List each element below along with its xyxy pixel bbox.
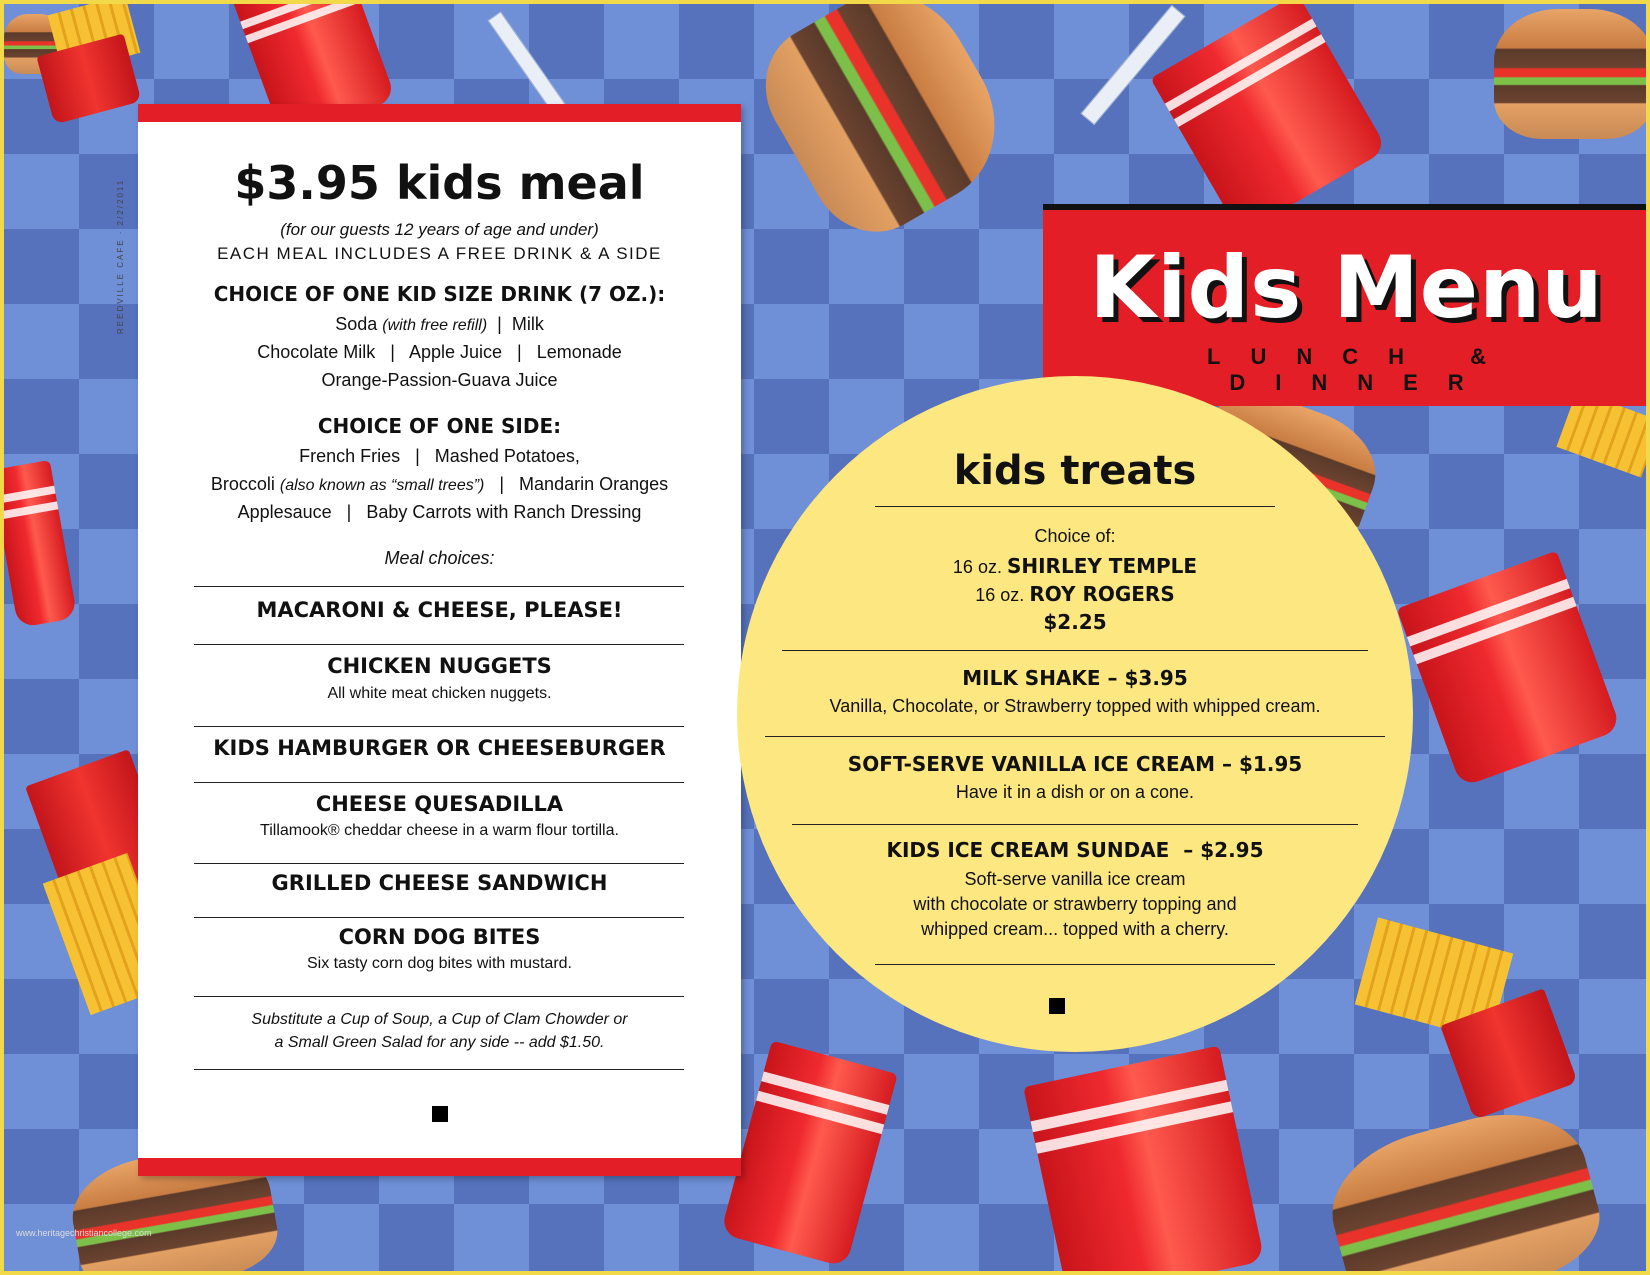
- divider: [875, 506, 1275, 507]
- milk-shake-name: MILK SHAKE – $3.95: [962, 666, 1188, 690]
- substitute-note-line-1: Substitute a Cup of Soup, a Cup of Clam Chowder or: [251, 1011, 628, 1028]
- menu-item-name: CORN DOG BITES: [338, 925, 541, 949]
- menu-item-name: MACARONI & CHEESE, PLEASE!: [256, 598, 623, 622]
- side-line-1: French Fries | Mashed Potatoes,: [299, 446, 580, 466]
- divider: [194, 586, 684, 587]
- divider: [194, 917, 684, 918]
- side-heading: CHOICE OF ONE SIDE:: [317, 414, 562, 438]
- title-banner: [1043, 204, 1646, 406]
- divider: [765, 736, 1385, 737]
- soft-serve-name: SOFT-SERVE VANILLA ICE CREAM – $1.95: [847, 752, 1303, 776]
- treat-drink-2-name: ROY ROGERS: [1029, 582, 1175, 606]
- soda-cup-illustration: [1150, 4, 1387, 234]
- drink-line-1: [138, 314, 741, 335]
- divider: [194, 726, 684, 727]
- side-broccoli: Broccoli: [210, 474, 280, 494]
- treat-drink-2-size: 16 oz.: [975, 585, 1030, 605]
- soda-cup-illustration: [1397, 551, 1622, 788]
- treat-drink-1: [737, 554, 1413, 578]
- drink-line-2: Chocolate Milk | Apple Juice | Lemonade: [257, 342, 622, 362]
- sundae-desc-3: whipped cream... topped with a cherry.: [921, 919, 1229, 939]
- divider: [194, 1069, 684, 1070]
- divider: [194, 863, 684, 864]
- sundae-desc-1: Soft-serve vanilla ice cream: [964, 869, 1186, 889]
- sundae-name: KIDS ICE CREAM SUNDAE – $2.95: [886, 838, 1264, 862]
- bullet-square-icon: [1049, 998, 1065, 1014]
- card-bottom-stripe: [138, 1158, 741, 1176]
- menu-item-name: CHEESE QUESADILLA: [315, 792, 564, 816]
- menu-item-desc: Six tasty corn dog bites with mustard.: [307, 955, 572, 972]
- card-top-stripe: [138, 104, 741, 122]
- choice-of-label: Choice of:: [1034, 526, 1116, 546]
- side-line-2: [138, 474, 741, 495]
- drink-milk: | Milk: [487, 314, 544, 334]
- milk-shake-desc: Vanilla, Chocolate, or Strawberry topped with whipped cream.: [829, 696, 1321, 716]
- treat-drink-price: $2.25: [1043, 610, 1107, 634]
- includes-note: EACH MEAL INCLUDES A FREE DRINK & A SIDE: [217, 244, 662, 263]
- soft-serve-desc: Have it in a dish or on a cone.: [955, 782, 1195, 802]
- drink-soda: Soda: [335, 314, 383, 334]
- burger-illustration: [1316, 1093, 1611, 1271]
- treat-drink-2: [737, 582, 1413, 606]
- menu-item-name: GRILLED CHEESE SANDWICH: [271, 871, 608, 895]
- burger-illustration: [742, 4, 1025, 254]
- menu-item-desc: All white meat chicken nuggets.: [327, 685, 552, 702]
- drink-soda-note: (with free refill): [382, 317, 488, 334]
- divider: [194, 996, 684, 997]
- soda-cup-illustration: [4, 460, 77, 628]
- side-broccoli-note: (also known as “small trees”): [279, 477, 485, 494]
- menu-title: Kids Menu: [1089, 238, 1604, 338]
- age-note: (for our guests 12 years of age and under): [280, 220, 599, 239]
- kids-meal-card: [138, 104, 741, 1176]
- divider: [782, 650, 1368, 651]
- menu-subtitle: LUNCH & DINNER: [1207, 344, 1516, 395]
- side-caption: REEDVILLE CAFE · 2/2/2011: [116, 178, 125, 334]
- kids-treats-circle: [737, 376, 1413, 1052]
- menu-item-desc: Tillamook® cheddar cheese in a warm flour tortilla.: [260, 822, 619, 839]
- soda-cup-illustration: [1023, 1046, 1264, 1271]
- treat-drink-1-name: SHIRLEY TEMPLE: [1006, 554, 1198, 578]
- divider: [792, 824, 1358, 825]
- bullet-square-icon: [432, 1106, 448, 1122]
- divider: [194, 782, 684, 783]
- divider: [194, 644, 684, 645]
- meal-choices-label: Meal choices:: [384, 548, 495, 568]
- side-line-3: Applesauce | Baby Carrots with Ranch Dressing: [237, 502, 642, 522]
- drink-line-3: Orange-Passion-Guava Juice: [321, 370, 558, 390]
- menu-item-name: CHICKEN NUGGETS: [327, 654, 552, 678]
- menu-page: [4, 4, 1646, 1271]
- soda-cup-illustration: [720, 1041, 897, 1268]
- treat-drink-1-size: 16 oz.: [952, 557, 1007, 577]
- drink-heading: CHOICE OF ONE KID SIZE DRINK (7 OZ.):: [213, 282, 666, 306]
- watermark-text: www.heritagechristiancollege.com: [16, 1228, 152, 1238]
- side-mandarin: | Mandarin Oranges: [484, 474, 669, 494]
- divider: [875, 964, 1275, 965]
- treats-heading: kids treats: [953, 448, 1197, 494]
- substitute-note-line-2: a Small Green Salad for any side -- add $1.50.: [274, 1034, 605, 1051]
- menu-item-name: KIDS HAMBURGER OR CHEESEBURGER: [213, 736, 666, 760]
- kids-meal-heading: $3.95 kids meal: [234, 156, 645, 210]
- sundae-desc-2: with chocolate or strawberry topping and: [913, 894, 1237, 914]
- burger-illustration: [1494, 9, 1646, 139]
